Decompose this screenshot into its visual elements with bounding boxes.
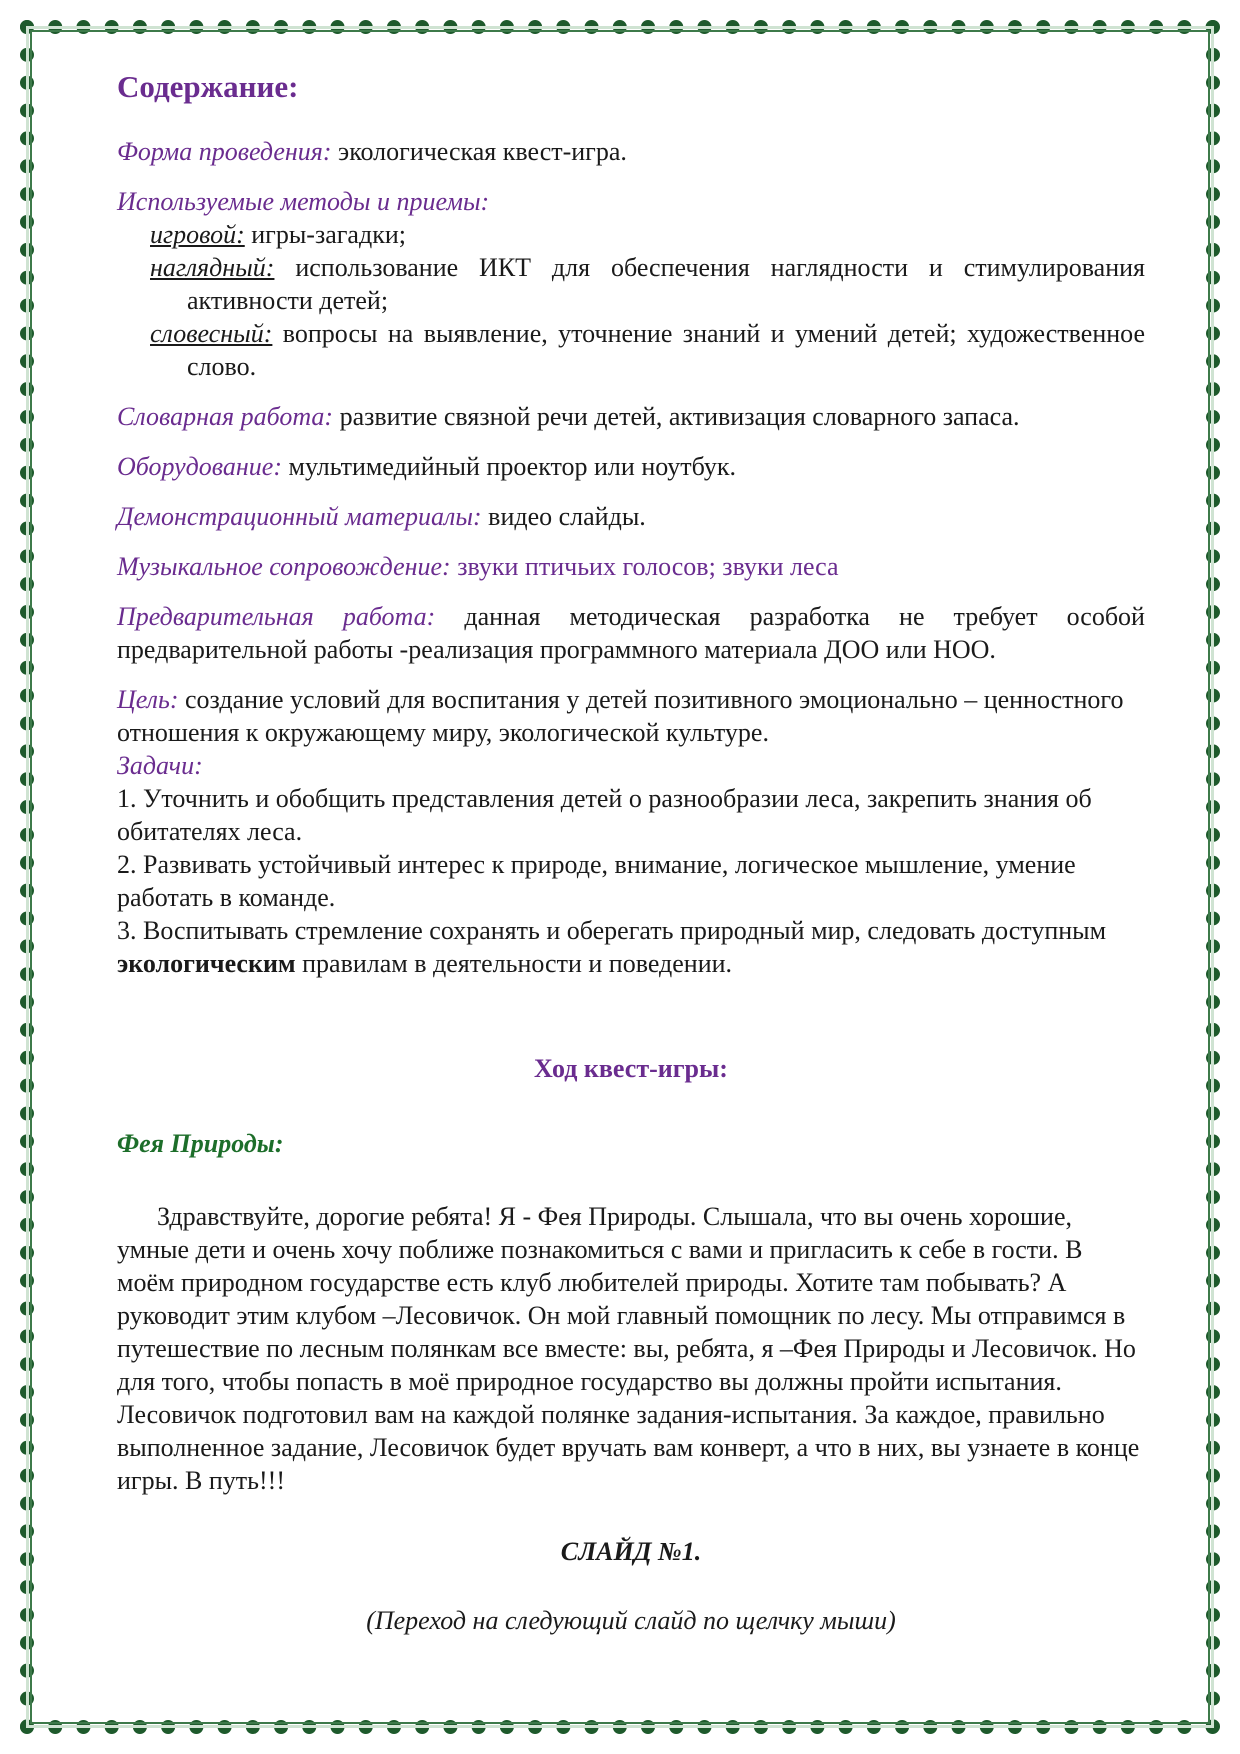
music-value: звуки птичьих голосов; звуки леса (450, 552, 839, 581)
goal-label: Цель: (117, 685, 179, 714)
document-page (117, 70, 1145, 1637)
form-line (117, 135, 1145, 168)
goal-line (117, 683, 1145, 749)
method-label: словесный: (150, 319, 273, 348)
form-value: экологическая квест-игра. (331, 137, 627, 166)
vocab-value: развитие связной речи детей, активизация словарного запаса. (333, 402, 1020, 431)
form-label: Форма проведения: (117, 137, 332, 166)
music-line (117, 550, 1145, 583)
task-text: 3. Воспитывать стремление сохранять и оберегать природный мир, следовать доступным (117, 916, 1107, 945)
method-value: игры-загадки; (244, 220, 406, 249)
methods-label: Используемые методы и приемы: (117, 187, 490, 216)
method-label: наглядный: (150, 253, 275, 282)
demo-label: Демонстрационный материалы: (117, 502, 482, 531)
task-text: правилам в деятельности и поведении. (295, 949, 733, 978)
slide-hint: (Переход на следующий слайд по щелчку мыши) (366, 1606, 896, 1635)
prelim-value: данная методическая разработка не требует особой предварительной работы -реализация программного материала ДОО или НОО. (117, 602, 1145, 664)
course-title: Ход квест-игры: (534, 1054, 728, 1083)
method-label: игровой: (150, 220, 245, 249)
goal-value: создание условий для воспитания у детей позитивного эмоционально – ценностного отношения к окружающему миру, экологической культуре. (117, 685, 1124, 747)
equipment-line (117, 450, 1145, 483)
method-value: использование ИКТ для обеспечения наглядности и стимулирования активности детей; (187, 253, 1145, 315)
speaker-label: Фея Природы: (117, 1129, 284, 1158)
equipment-value: мультимедийный проектор или ноутбук. (282, 452, 736, 481)
task-item: 1. Уточнить и обобщить представления детей о разнообразии леса, закрепить знания об обитателях леса. (117, 784, 1092, 846)
method-item (117, 251, 1145, 317)
vocab-line (117, 400, 1145, 433)
methods-block (117, 185, 1145, 383)
method-item (117, 317, 1145, 383)
prelim-line (117, 600, 1145, 666)
method-value: вопросы на выявление, уточнение знаний и умений детей; художественное слово. (187, 319, 1145, 381)
task-item: 2. Развивать устойчивый интерес к природе, внимание, логическое мышление, умение работать в команде. (117, 850, 1076, 912)
vocab-label: Словарная работа: (117, 402, 334, 431)
page-title: Содержание: (117, 69, 299, 104)
tasks-label: Задачи: (117, 751, 203, 780)
speech-paragraph: Здравствуйте, дорогие ребята! Я - Фея Природы. Слышала, что вы очень хорошие, умные дети и очень хочу поближе познакомиться с вами и пригласить к себе в гости. В моём природном государстве есть клуб любителей природы. Хотите там побывать? А руководит этим клубом –Лесовичок. Он мой главный помощник по лесу. Мы отправимся в путешествие по лесным полянкам все вместе: вы, ребята, я –Фея Природы и Лесовичок. Но для того, чтобы попасть в моё природное государство вы должны пройти испытания. Лесовичок подготовил вам на каждой полянке задания-испытания. За каждое, правильно выполненное задание, Лесовичок будет вручать вам конверт, а что в них, вы узнаете в конце игры. В путь!!! (117, 1202, 1140, 1495)
slide-label: СЛАЙД №1. (560, 1537, 702, 1566)
task-item (117, 914, 1145, 980)
prelim-label: Предварительная работа: (117, 602, 436, 631)
demo-line (117, 500, 1145, 533)
music-label: Музыкальное сопровождение: (117, 552, 451, 581)
method-item (117, 218, 1145, 251)
demo-value: видео слайды. (481, 502, 646, 531)
task-bold-word: экологическим (117, 949, 296, 978)
tasks-block (117, 749, 1145, 980)
equipment-label: Оборудование: (117, 452, 282, 481)
